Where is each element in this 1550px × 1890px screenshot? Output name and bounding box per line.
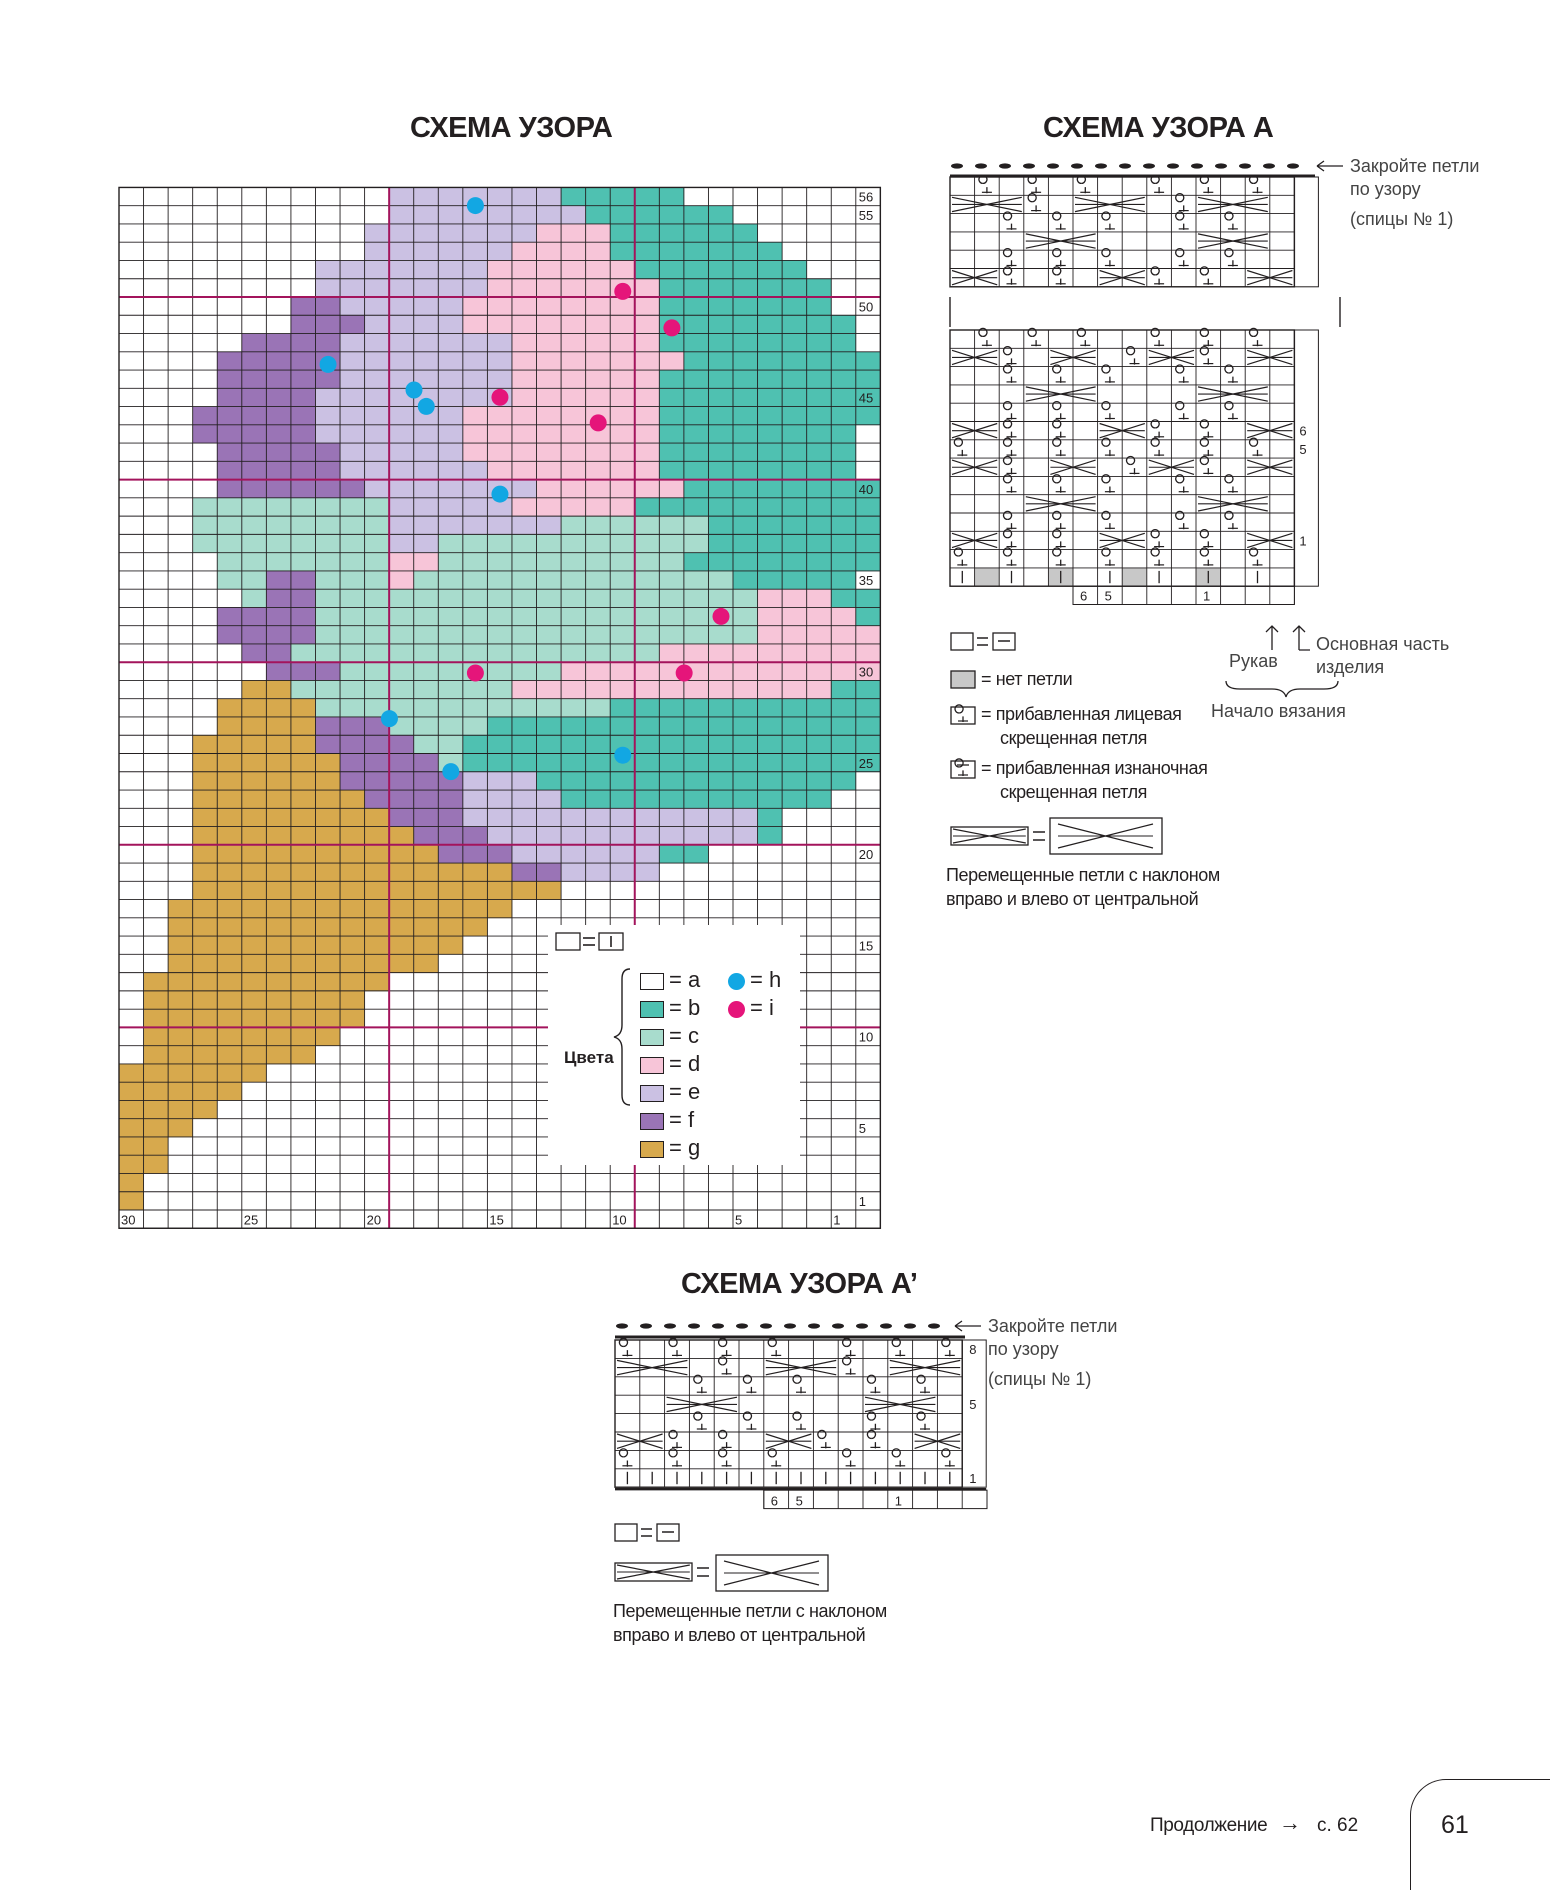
legend-label-f: = f	[669, 1107, 695, 1132]
legend-empty-box	[615, 1524, 637, 1541]
twisted-stitch-icon	[892, 1338, 900, 1356]
twisted-stitch-icon	[719, 1449, 727, 1467]
row-label: 1	[1299, 533, 1307, 549]
twisted-stitch-icon	[818, 1430, 826, 1448]
row-label: 10	[858, 1029, 874, 1045]
legend-label-d: = d	[669, 1051, 701, 1076]
twisted-stitch-icon	[892, 1449, 900, 1467]
bind-off-dash	[688, 1323, 700, 1328]
col-label: 20	[366, 1212, 382, 1228]
col-label: 5	[735, 1212, 743, 1228]
row-label: 1	[858, 1194, 867, 1209]
twisted-stitch-icon	[793, 1375, 801, 1393]
row-label: 25	[858, 755, 874, 771]
twisted-stitch-icon	[793, 1412, 801, 1430]
bind-off-dash	[784, 1323, 796, 1328]
row-label: 40	[858, 481, 874, 497]
chart-ap-cable-note-1: Перемещенные петли с наклоном	[613, 1601, 887, 1621]
chart-a-bindoff-line2: по узору	[1350, 179, 1421, 199]
chart-a-prime-title: СХЕМА УЗОРА А’	[681, 1268, 918, 1300]
twisted-stitch-icon	[669, 1430, 677, 1448]
bind-off-dash	[904, 1323, 916, 1328]
legend-dot-label-h: = h	[750, 967, 782, 992]
row-label: 5	[969, 1397, 977, 1413]
body-label-line1: Основная часть	[1316, 634, 1450, 654]
row-label: 5	[1299, 441, 1307, 457]
twisted-stitch-icon	[743, 1375, 751, 1393]
bind-off-dash	[616, 1323, 628, 1328]
bind-off-dash	[664, 1323, 676, 1328]
col-label: 1	[1203, 588, 1211, 604]
col-label: 5	[795, 1493, 803, 1509]
side-column	[962, 1340, 986, 1487]
row-label: 15	[858, 938, 874, 954]
bind-off-dash	[832, 1323, 844, 1328]
chart-ap-bindoff-line1: Закройте петли	[988, 1316, 1118, 1336]
chart-a-bindoff-line1: Закройте петли	[1350, 156, 1480, 176]
continue-text: Продолжение	[1150, 1815, 1268, 1836]
twisted-stitch-icon	[694, 1375, 702, 1393]
chart-a-cable-note-1: Перемещенные петли с наклоном	[946, 865, 1220, 885]
row-label: 50	[858, 299, 874, 315]
twisted-stitch-icon	[843, 1338, 851, 1356]
col-label: 5	[1104, 588, 1112, 604]
chart-ap-bindoff-line3: (спицы № 1)	[988, 1369, 1092, 1389]
chart-a-cable-note-2: вправо и влево от центральной	[946, 889, 1199, 909]
twisted-stitch-icon	[917, 1375, 925, 1393]
twisted-stitch-icon	[719, 1357, 727, 1375]
chart-ap-bindoff-line2: по узору	[988, 1339, 1059, 1359]
twisted-stitch-icon	[768, 1449, 776, 1467]
bind-off-dash	[640, 1323, 652, 1328]
chart-a-title: СХЕМА УЗОРА А	[1043, 112, 1274, 144]
twisted-stitch-icon	[942, 1449, 950, 1467]
twisted-stitch-icon	[867, 1412, 875, 1430]
legend-label-c: = c	[669, 1023, 699, 1048]
body-label-line2: изделия	[1316, 657, 1385, 677]
col-label: 30	[121, 1212, 136, 1228]
twisted-stitch-icon	[619, 1338, 627, 1356]
legend-knit-inc-1: = прибавленная лицевая	[981, 704, 1182, 724]
page-number: 61	[1441, 1811, 1469, 1839]
twisted-stitch-icon	[619, 1449, 627, 1467]
colors-label: Цвета	[564, 1048, 614, 1067]
twisted-stitch-icon	[669, 1338, 677, 1356]
page-tab	[1410, 1779, 1550, 1890]
sleeve-label: Рукав	[1229, 651, 1278, 671]
twisted-stitch-icon	[867, 1430, 875, 1448]
twisted-stitch-icon	[843, 1449, 851, 1467]
legend-purl-inc-2: скрещенная петля	[1000, 782, 1148, 802]
twisted-stitch-icon	[942, 1338, 950, 1356]
row-label: 55	[858, 207, 874, 223]
row-label: 8	[969, 1342, 977, 1357]
chart-a-bindoff-line3: (спицы № 1)	[1350, 209, 1454, 229]
bind-off-dash	[736, 1323, 748, 1328]
row-label: 35	[858, 573, 874, 589]
row-label: 5	[858, 1120, 867, 1136]
row-label: 45	[858, 390, 874, 406]
col-label: 10	[612, 1212, 627, 1228]
chart-ap-cable-note-2: вправо и влево от центральной	[613, 1625, 866, 1645]
arrow-right-icon: →	[1279, 1810, 1301, 1835]
twisted-stitch-icon	[768, 1338, 776, 1356]
bind-off-dash	[760, 1323, 772, 1328]
col-label: 1	[894, 1493, 903, 1509]
twisted-stitch-icon	[694, 1412, 702, 1430]
twisted-stitch-icon	[843, 1357, 851, 1375]
twisted-stitch-icon	[719, 1338, 727, 1356]
twisted-stitch-icon	[669, 1449, 677, 1467]
row-label: 20	[858, 847, 874, 863]
page-ref[interactable]: с. 62	[1317, 1815, 1359, 1836]
bind-off-dash	[808, 1323, 820, 1328]
legend-label-a: = a	[669, 967, 701, 992]
twisted-stitch-icon	[917, 1412, 925, 1430]
legend-label-g: = g	[669, 1135, 701, 1160]
legend-knit-inc-2: скрещенная петля	[1000, 728, 1148, 748]
bind-off-dash	[712, 1323, 724, 1328]
row-label: 56	[858, 189, 874, 205]
col-label: 1	[833, 1212, 841, 1228]
col-label: 6	[770, 1493, 779, 1509]
legend-label-b: = b	[669, 995, 701, 1020]
twisted-stitch-icon	[719, 1430, 727, 1448]
arrow-left-icon	[955, 1321, 981, 1331]
bind-off-dash	[928, 1323, 940, 1328]
main-chart-title: СХЕМА УЗОРА	[410, 112, 613, 144]
col-label: 15	[489, 1212, 504, 1228]
start-label: Начало вязания	[1211, 701, 1346, 721]
bind-off-dash	[880, 1323, 892, 1328]
row-label: 6	[1299, 423, 1307, 439]
row-label: 1	[969, 1470, 977, 1486]
twisted-stitch-icon	[867, 1375, 875, 1393]
col-label: 25	[243, 1212, 259, 1228]
twisted-stitch-icon	[743, 1412, 751, 1430]
legend-no-stitch: = нет петли	[981, 669, 1073, 689]
legend-purl-inc-1: = прибавленная изнаночная	[981, 758, 1208, 778]
row-label: 30	[858, 664, 874, 680]
bind-off-dash	[856, 1323, 868, 1328]
legend-label-e: = e	[669, 1079, 701, 1104]
col-label: 6	[1080, 588, 1088, 604]
legend-dot-label-i: = i	[750, 995, 774, 1020]
